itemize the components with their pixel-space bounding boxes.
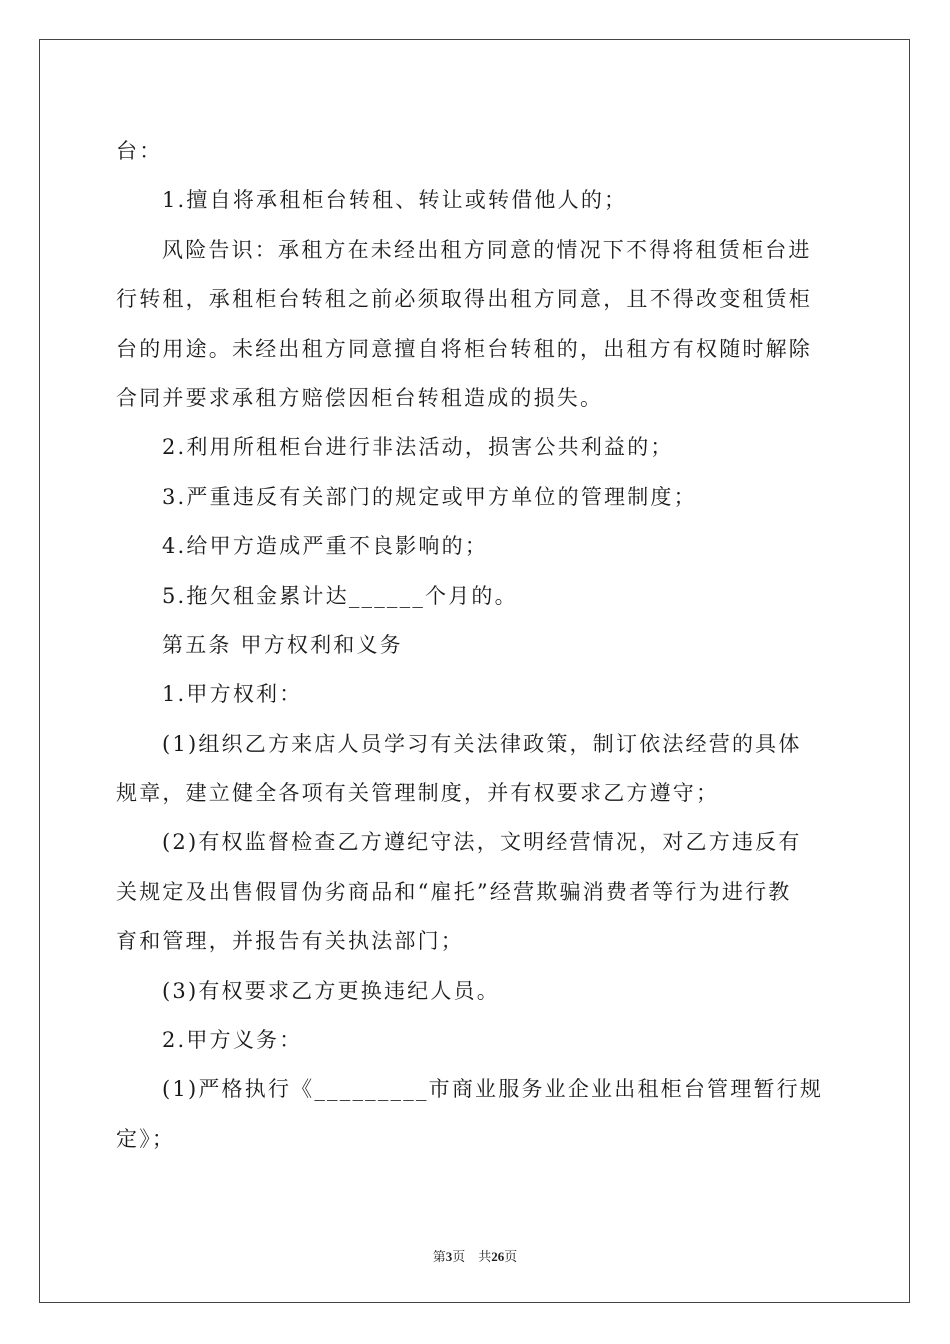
footer-prefix: 第 xyxy=(432,1250,446,1265)
text-line: 合同并要求承租方赔偿因柜台转租造成的损失。 xyxy=(116,385,604,410)
text-line: 育和管理，并报告有关执法部门； xyxy=(116,929,464,954)
text-line: 1.甲方权利： xyxy=(162,682,303,707)
text-line: 台： xyxy=(116,139,163,163)
text-line: 风险告识：承租方在未经出租方同意的情况下不得将租赁柜台进 xyxy=(162,237,812,262)
text-line: 3.严重违反有关部门的规定或甲方单位的管理制度； xyxy=(162,484,697,509)
text-line: 定》； xyxy=(116,1126,176,1151)
text-line: 5.拖欠租金累计达______个月的。 xyxy=(162,583,518,608)
page-footer xyxy=(0,1246,950,1265)
text-line: 规章，建立健全各项有关管理制度，并有权要求乙方遵守； xyxy=(116,781,720,806)
text-line: (1)严格执行《_________市商业服务业企业出租柜台管理暂行规 xyxy=(162,1077,824,1102)
text-line: 行转租，承租柜台转租之前必须取得出租方同意，且不得改变租赁柜 xyxy=(116,287,812,312)
footer-mid: 页 共 xyxy=(452,1250,492,1265)
text-line: (3)有权要求乙方更换违纪人员。 xyxy=(162,978,500,1003)
footer-suffix: 页 xyxy=(504,1250,518,1265)
text-line: 4.给甲方造成严重不良影响的； xyxy=(162,534,489,559)
text-line: 关规定及出售假冒伪劣商品和“雇托”经营欺骗消费者等行为进行教 xyxy=(116,879,792,904)
document-body xyxy=(116,127,836,1164)
current-page-number: 3 xyxy=(445,1249,453,1264)
text-line: (2)有权监督检查乙方遵纪守法，文明经营情况，对乙方违反有 xyxy=(162,830,802,855)
total-page-count: 26 xyxy=(491,1249,505,1264)
text-line: (1)组织乙方来店人员学习有关法律政策，制订依法经营的具体 xyxy=(162,731,802,756)
text-line: 1.擅自将承租柜台转租、转让或转借他人的； xyxy=(162,188,628,213)
text-line: 2.利用所租柜台进行非法活动，损害公共利益的； xyxy=(162,435,674,460)
section-heading: 第五条 甲方权利和义务 xyxy=(162,632,403,657)
text-line: 台的用途。未经出租方同意擅自将柜台转租的，出租方有权随时解除 xyxy=(116,336,812,361)
text-line: 2.甲方义务： xyxy=(162,1028,303,1053)
